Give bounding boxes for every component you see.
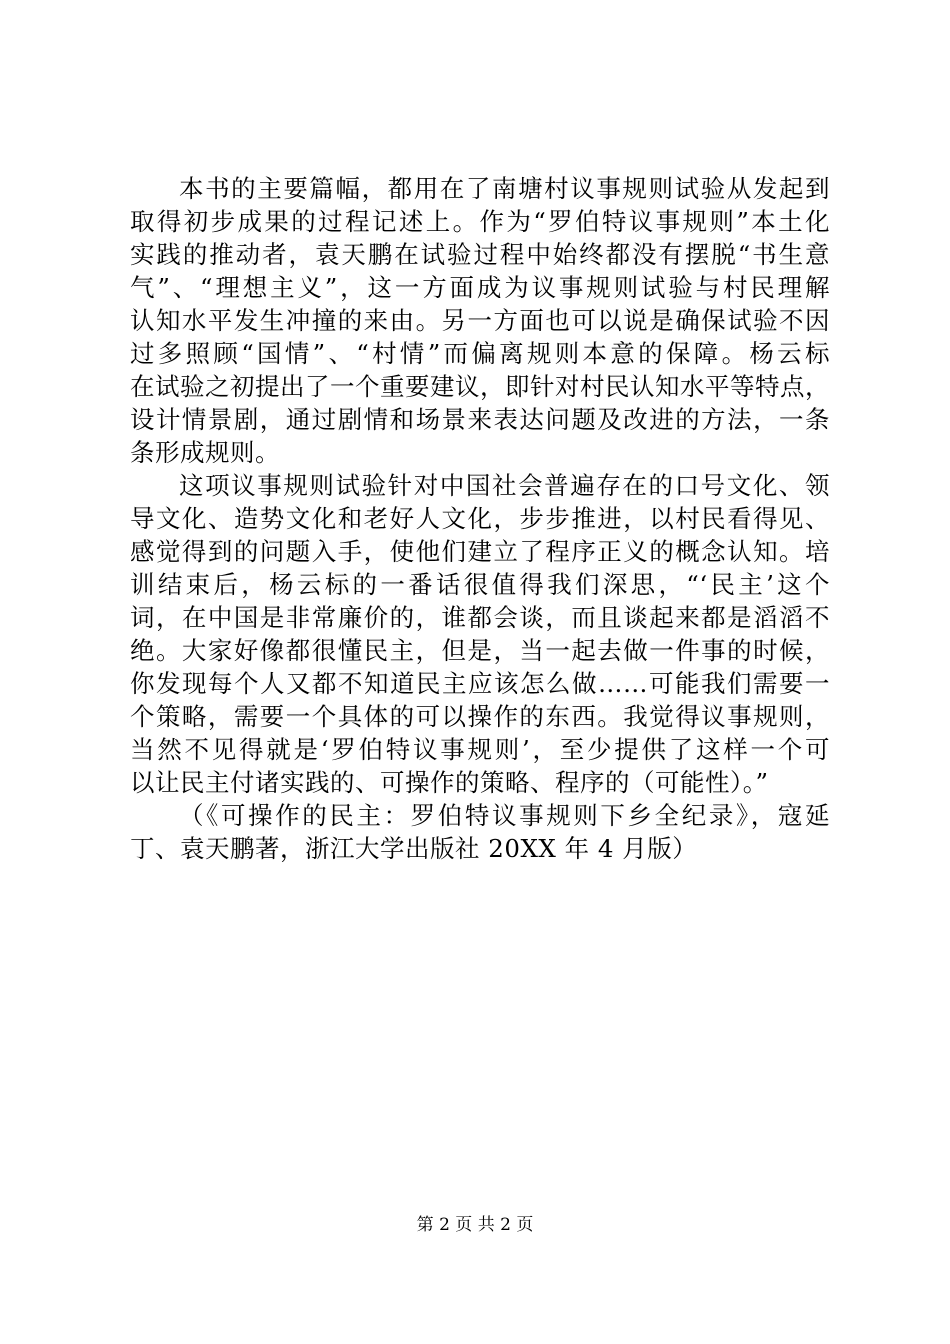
- text-line: 在试验之初提出了一个重要建议，即针对村民认知水平等特点，: [130, 372, 830, 401]
- text-line: 这项议事规则试验针对中国社会普遍存在的口号文化、领: [179, 471, 830, 500]
- paragraph-2: [130, 469, 830, 799]
- citation-paragraph: [130, 799, 830, 865]
- text-line: 词，在中国是非常廉价的，谁都会谈，而且谈起来都是滔滔不: [130, 603, 830, 632]
- text-line: 气”、“理想主义”，这一方面成为议事规则试验与村民理解: [130, 273, 830, 302]
- text-line: （《可操作的民主：罗伯特议事规则下乡全纪录》，寇延: [179, 801, 830, 830]
- text-line: 个策略，需要一个具体的可以操作的东西。我觉得议事规则，: [130, 702, 830, 731]
- text-line: 当然不见得就是‘罗伯特议事规则’，至少提供了这样一个可: [130, 735, 830, 764]
- text-line: 丁、袁天鹏著，浙江大学出版社 20XX 年 4 月版）: [130, 834, 698, 863]
- text-line: 你发现每个人又都不知道民主应该怎么做……可能我们需要一: [130, 669, 830, 698]
- text-line: 以让民主付诸实践的、可操作的策略、程序的（可能性）。”: [130, 768, 769, 797]
- text-line: 实践的推动者，袁天鹏在试验过程中始终都没有摆脱“书生意: [130, 240, 830, 269]
- text-line: 导文化、造势文化和老好人文化，步步推进，以村民看得见、: [130, 504, 830, 533]
- text-line: 设计情景剧，通过剧情和场景来表达问题及改进的方法，一条: [130, 405, 830, 434]
- text-line: 绝。大家好像都很懂民主，但是，当一起去做一件事的时候，: [130, 636, 830, 665]
- document-body: [130, 172, 830, 865]
- text-line: 过多照顾“国情”、“村情”而偏离规则本意的保障。杨云标: [130, 339, 830, 368]
- text-line: 本书的主要篇幅，都用在了南塘村议事规则试验从发起到: [179, 174, 830, 203]
- text-line: 取得初步成果的过程记述上。作为“罗伯特议事规则”本土化: [130, 207, 830, 236]
- text-line: 感觉得到的问题入手，使他们建立了程序正义的概念认知。培: [130, 537, 830, 566]
- text-line: 认知水平发生冲撞的来由。另一方面也可以说是确保试验不因: [130, 306, 830, 335]
- paragraph-1: [130, 172, 830, 469]
- text-line: 条形成规则。: [130, 438, 280, 467]
- page-number-footer: 第 2 页 共 2 页: [416, 1215, 534, 1235]
- text-line: 训结束后，杨云标的一番话很值得我们深思，“‘民主’这个: [130, 570, 830, 599]
